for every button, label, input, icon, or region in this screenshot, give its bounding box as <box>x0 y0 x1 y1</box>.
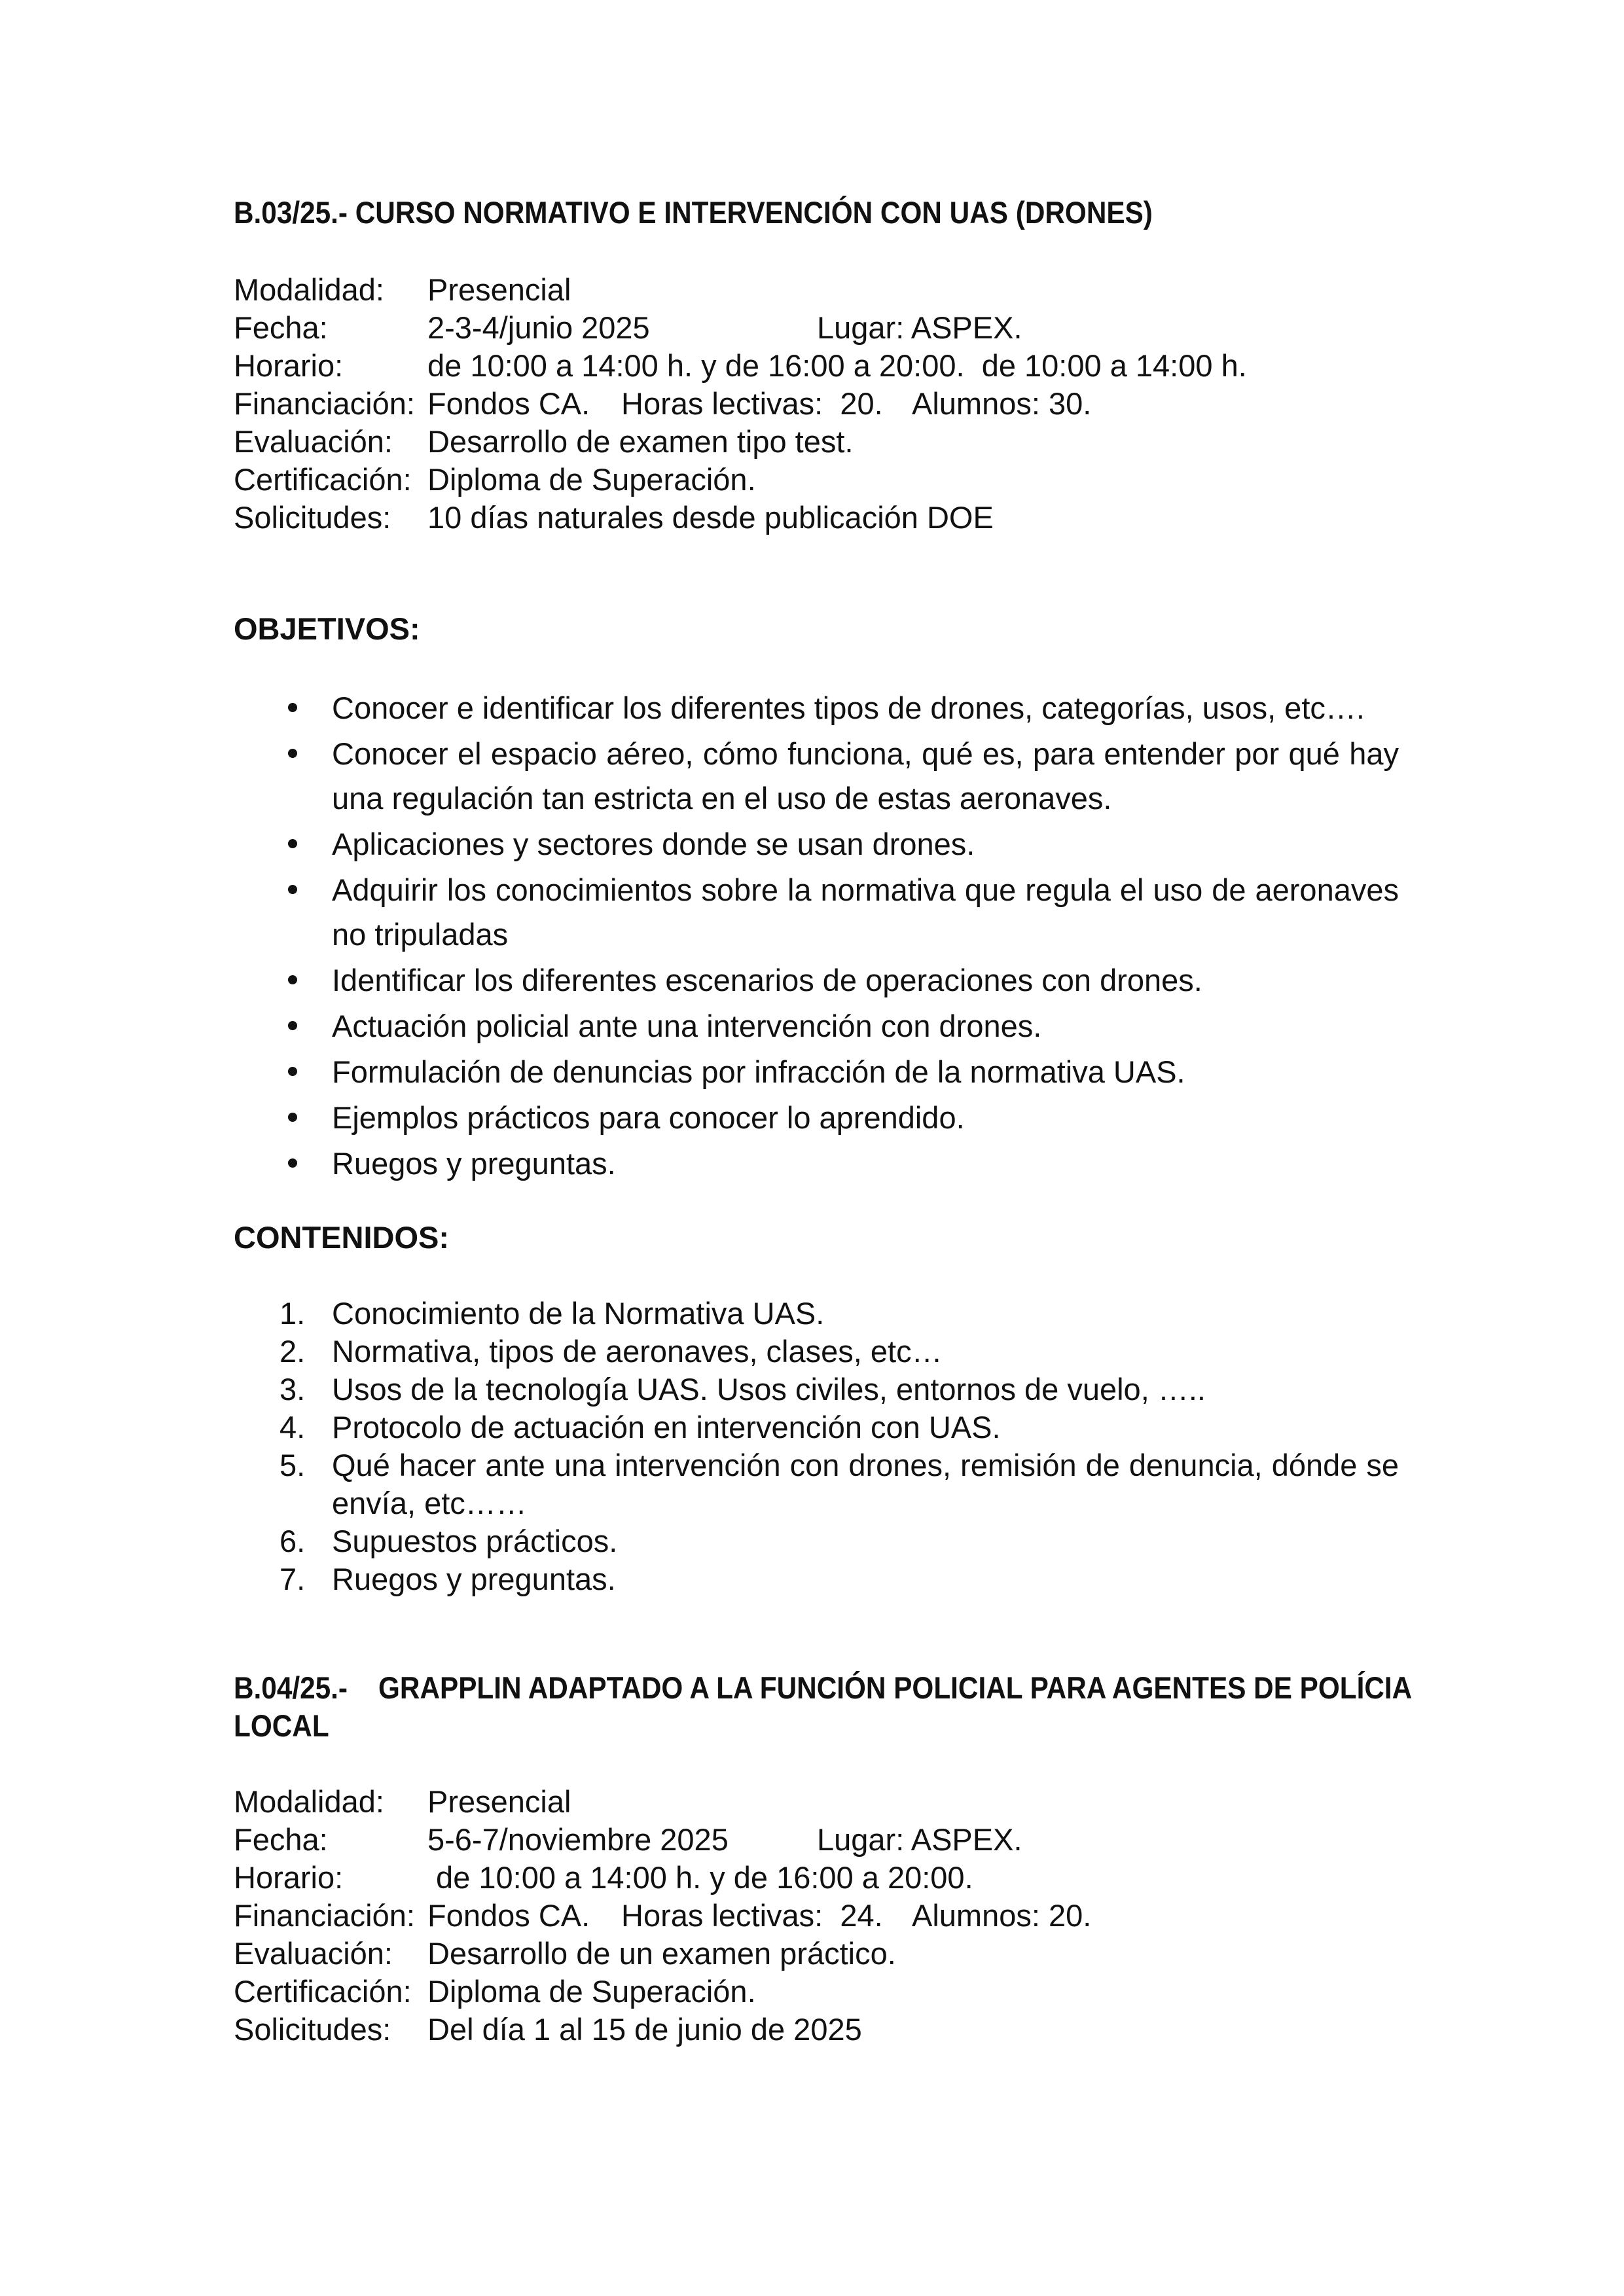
bullet-icon <box>288 1158 297 1168</box>
evaluacion-row <box>234 423 1399 461</box>
certificacion-label: Certificación: <box>234 1974 412 2009</box>
solicitudes-label: Solicitudes: <box>234 500 391 535</box>
bullet-icon <box>288 839 297 848</box>
evaluacion-row <box>234 1935 1399 1973</box>
solicitudes-value: Del día 1 al 15 de junio de 2025 <box>427 2012 862 2047</box>
item-number: 3. <box>280 1372 306 1407</box>
contenido-item: 1. Conocimiento de la Normativa UAS. <box>234 1295 1399 1333</box>
course-details <box>234 1783 1399 2049</box>
fecha-value: 2-3-4/junio 2025 <box>427 310 650 345</box>
bullet-icon <box>288 1067 297 1076</box>
bullet-icon <box>288 703 297 712</box>
certificacion-value: Diploma de Superación. <box>427 462 756 497</box>
bullet-icon <box>288 749 297 758</box>
modalidad-row <box>234 271 1399 309</box>
horario-value: de 10:00 a 14:00 h. y de 16:00 a 20:00. <box>427 1860 973 1895</box>
fecha-label: Fecha: <box>234 1822 328 1857</box>
modalidad-label: Modalidad: <box>234 272 384 307</box>
fecha-row <box>234 1821 1399 1859</box>
course-b03-25 <box>234 194 1399 1596</box>
contenido-item: 5. Qué hacer ante una intervención con drones, remisión de denuncia, dónde se envía, etc…… <box>280 1448 1399 1520</box>
modalidad-row <box>234 1783 1399 1821</box>
fecha-row <box>234 309 1399 347</box>
course-title <box>234 1669 1413 1745</box>
objetivo-item: Adquirir los conocimientos sobre la normativa que regula el uso de aeronaves no tripuladas <box>234 868 1399 957</box>
objetivo-item: Ejemplos prácticos para conocer lo aprendido. <box>234 1096 1399 1140</box>
alumnos-value: Alumnos: 20. <box>912 1898 1092 1933</box>
fecha-label: Fecha: <box>234 310 328 345</box>
financiacion-label: Financiación: <box>234 386 415 421</box>
objetivo-item: Conocer el espacio aéreo, cómo funciona, qué es, para entender por qué hay una regulación tan estricta en el uso de estas aeronaves. <box>234 732 1399 821</box>
horario-label: Horario: <box>234 1860 344 1895</box>
lugar-value: Lugar: ASPEX. <box>817 310 1022 345</box>
lugar-value: Lugar: ASPEX. <box>817 1822 1022 1857</box>
financiacion-value: Fondos CA. <box>427 386 590 421</box>
objetivo-item: Ruegos y preguntas. <box>234 1141 1399 1186</box>
objetivo-item: Aplicaciones y sectores donde se usan drones. <box>234 822 1399 867</box>
certificacion-row <box>234 461 1399 499</box>
course-title-line-2: LOCAL <box>234 1708 329 1743</box>
bullet-icon <box>288 1113 297 1122</box>
alumnos-value: Alumnos: 30. <box>912 386 1092 421</box>
certificacion-value: Diploma de Superación. <box>427 1974 756 2009</box>
certificacion-row <box>234 1973 1399 2011</box>
evaluacion-label: Evaluación: <box>234 1936 393 1971</box>
solicitudes-row <box>234 499 1399 537</box>
bullet-icon <box>288 1021 297 1030</box>
item-number: 4. <box>280 1410 306 1444</box>
horas-lectivas-value: Horas lectivas: 20. <box>621 386 883 421</box>
objetivo-item: Conocer e identificar los diferentes tipos de drones, categorías, usos, etc…. <box>234 686 1399 730</box>
bullet-icon <box>288 975 297 984</box>
course-title-line-1: B.04/25.- GRAPPLIN ADAPTADO A LA FUNCIÓN POLICIAL PARA AGENTES DE POLÍCIA <box>234 1670 1413 1705</box>
contenido-item: 2. Normativa, tipos de aeronaves, clases, etc… <box>234 1333 1399 1371</box>
objetivos-list <box>234 686 1399 1187</box>
contenido-item: 4. Protocolo de actuación en intervención con UAS. <box>234 1408 1399 1446</box>
evaluacion-value: Desarrollo de examen tipo test. <box>427 424 854 459</box>
horario-value: de 10:00 a 14:00 h. y de 16:00 a 20:00. de 10:00 a 14:00 h. <box>427 348 1247 383</box>
objetivos-heading: OBJETIVOS: <box>234 611 420 646</box>
horas-lectivas-value: Horas lectivas: 24. <box>621 1898 883 1933</box>
solicitudes-label: Solicitudes: <box>234 2012 391 2047</box>
course-b04-25 <box>234 1669 1413 2049</box>
contenidos-heading: CONTENIDOS: <box>234 1220 449 1255</box>
financiacion-value: Fondos CA. <box>427 1898 590 1933</box>
financiacion-label: Financiación: <box>234 1898 415 1933</box>
modalidad-value: Presencial <box>427 272 571 307</box>
contenido-item: 3. Usos de la tecnología UAS. Usos civiles, entornos de vuelo, ….. <box>234 1371 1399 1408</box>
evaluacion-value: Desarrollo de un examen práctico. <box>427 1936 896 1971</box>
horario-row <box>234 1859 1399 1897</box>
fecha-value: 5-6-7/noviembre 2025 <box>427 1822 729 1857</box>
item-number: 2. <box>280 1334 306 1369</box>
horario-label: Horario: <box>234 348 344 383</box>
course-details <box>234 271 1399 537</box>
horario-row <box>234 347 1399 385</box>
bullet-icon <box>288 885 297 894</box>
modalidad-label: Modalidad: <box>234 1784 384 1819</box>
course-title: B.03/25.- CURSO NORMATIVO E INTERVENCIÓN CON UAS (DRONES) <box>234 195 1153 230</box>
certificacion-label: Certificación: <box>234 462 412 497</box>
modalidad-value: Presencial <box>427 1784 571 1819</box>
contenido-item: 6. Supuestos prácticos. <box>234 1522 1399 1560</box>
objetivo-item: Identificar los diferentes escenarios de operaciones con drones. <box>234 958 1399 1003</box>
item-number: 7. <box>280 1562 306 1596</box>
objetivo-item: Actuación policial ante una intervención con drones. <box>234 1004 1399 1049</box>
financiacion-row <box>234 1897 1399 1935</box>
item-number: 5. <box>280 1448 306 1482</box>
financiacion-row <box>234 385 1399 423</box>
item-number: 6. <box>280 1524 306 1558</box>
evaluacion-label: Evaluación: <box>234 424 393 459</box>
contenido-item: 7. Ruegos y preguntas. <box>234 1560 1399 1598</box>
contenidos-list <box>234 1295 1399 1598</box>
solicitudes-row <box>234 2011 1399 2049</box>
objetivo-item: Formulación de denuncias por infracción de la normativa UAS. <box>234 1050 1399 1094</box>
solicitudes-value: 10 días naturales desde publicación DOE <box>427 500 994 535</box>
item-number: 1. <box>280 1296 306 1331</box>
